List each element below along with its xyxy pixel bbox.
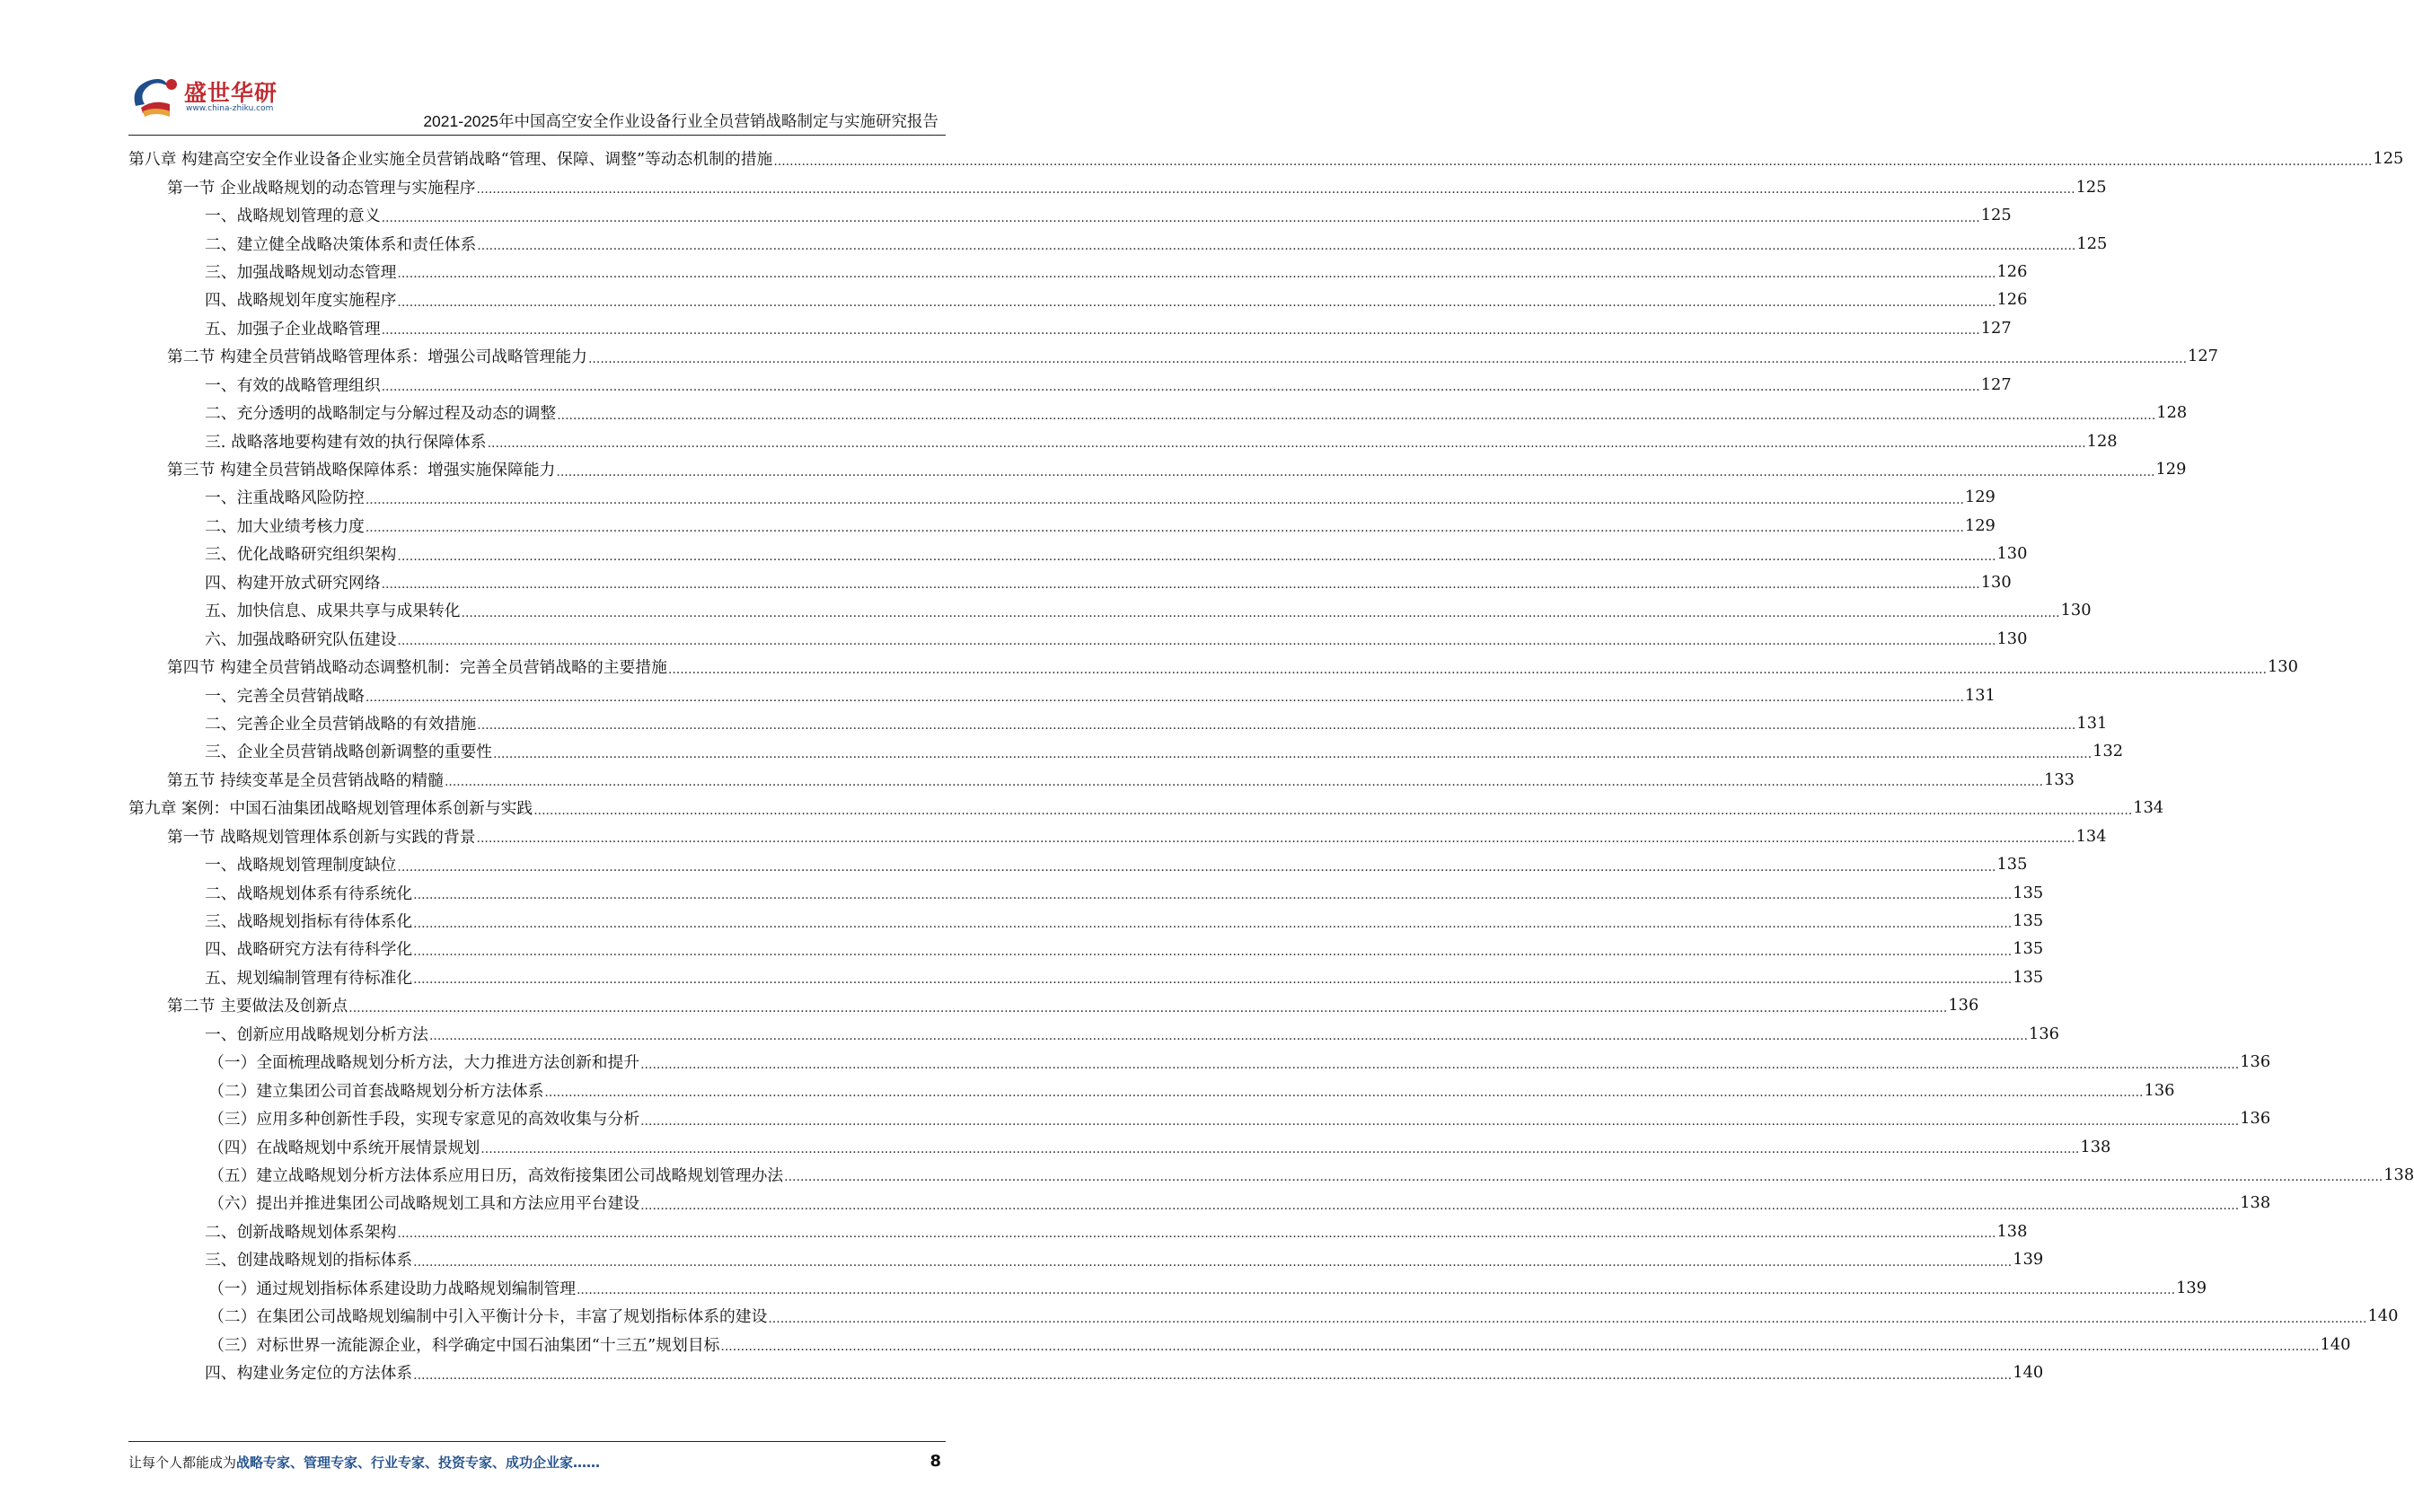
toc-entry-page: 130 [1980,572,2012,592]
toc-leader-dots: ................................................................................................................................................................................................................................................................................................................................................................................................................ [667,662,2267,677]
toc-entry-title: 三. 战略落地要构建有效的执行保障体系 [205,432,487,452]
toc-entry-title: 一、战略规划管理的意义 [205,207,381,226]
toc-entry[interactable] [128,426,2118,454]
toc-entry[interactable] [128,1104,2271,1132]
page-footer [128,1453,941,1474]
report-title: 2021-2025年中国高空安全作业设备行业全员营销战略制定与实施研究报告 [423,112,938,130]
toc-entry-title: （三）对标世界一流能源企业，科学确定中国石油集团“十三五”规划目标 [208,1335,720,1355]
toc-leader-dots: ................................................................................................................................................................................................................................................................................................................................................................................................................ [348,1000,1948,1015]
toc-entry[interactable] [128,850,2028,878]
toc-entry[interactable] [128,1302,2399,1330]
toc-entry-page: 136 [2240,1052,2271,1072]
toc-entry[interactable] [128,794,2164,822]
toc-entry-title: 三、加强战略规划动态管理 [205,262,397,282]
toc-entry-title: 一、完善全员营销战略 [205,686,365,706]
toc-entry-page: 138 [2240,1193,2271,1213]
toc-entry[interactable] [128,342,2218,370]
toc-entry-title: 四、战略规划年度实施程序 [205,291,397,311]
toc-entry[interactable] [128,145,2404,172]
toc-entry-title: 一、战略规划管理制度缺位 [205,856,397,875]
toc-entry-page: 130 [2060,601,2092,620]
toc-entry-page: 125 [2076,233,2108,253]
toc-entry-page: 126 [1996,261,2028,281]
toc-entry-page: 127 [2188,347,2218,366]
toc-leader-dots: ................................................................................................................................................................................................................................................................................................................................................................................................................ [381,577,1980,593]
toc-entry[interactable] [128,907,2044,935]
toc-entry-title: 第九章 案例：中国石油集团战略规划管理体系创新与实践 [128,799,533,819]
toc-leader-dots: ................................................................................................................................................................................................................................................................................................................................................................................................................ [576,1283,2176,1298]
toc-entry-title: （二）建立集团公司首套战略规划分析方法体系 [208,1081,544,1101]
toc-entry-title: 第二节 主要做法及创新点 [167,997,348,1016]
toc-entry[interactable] [128,1245,2044,1273]
toc-entry-page: 139 [2013,1250,2044,1270]
toc-entry-page: 131 [1964,685,1996,705]
toc-entry-title: （四）在战略规划中系统开展情景规划 [208,1138,480,1157]
toc-entry[interactable] [128,172,2107,200]
toc-entry-title: 二、创新战略规划体系架构 [205,1222,397,1242]
toc-entry[interactable] [128,1218,2028,1245]
toc-leader-dots: ................................................................................................................................................................................................................................................................................................................................................................................................................ [397,634,1996,649]
toc-entry[interactable] [128,568,2012,596]
toc-entry[interactable] [128,766,2075,794]
toc-entry[interactable] [128,878,2044,906]
toc-leader-dots: ................................................................................................................................................................................................................................................................................................................................................................................................................ [413,916,2013,931]
toc-entry-page: 135 [2013,939,2044,959]
toc-entry[interactable] [128,991,1979,1019]
toc-entry-title: 一、创新应用战略规划分析方法 [205,1024,428,1044]
logo-url: www.china-zhiku.com [186,104,274,113]
toc-entry[interactable] [128,399,2188,426]
toc-entry-title: 五、加快信息、成果共享与成果转化 [205,602,461,621]
toc-leader-dots: ................................................................................................................................................................................................................................................................................................................................................................................................................ [477,239,2076,254]
toc-entry-title: 第四节 构建全员营销战略动态调整机制：完善全员营销战略的主要措施 [167,658,667,678]
toc-entry-title: 第一节 战略规划管理体系创新与实践的背景 [167,827,476,847]
toc-entry-page: 139 [2176,1278,2207,1297]
toc-entry-title: 四、战略研究方法有待科学化 [205,940,413,960]
toc-entry[interactable] [128,286,2028,313]
toc-leader-dots: ................................................................................................................................................................................................................................................................................................................................................................................................................ [413,944,2013,959]
toc-entry[interactable] [128,1020,2059,1048]
toc-leader-dots: ................................................................................................................................................................................................................................................................................................................................................................................................................ [493,746,2092,761]
toc-leader-dots: ................................................................................................................................................................................................................................................................................................................................................................................................................ [365,690,1964,706]
toc-leader-dots: ................................................................................................................................................................................................................................................................................................................................................................................................................ [768,1311,2367,1326]
toc-entry[interactable] [128,681,1996,708]
toc-entry[interactable] [128,1161,2414,1189]
toc-entry[interactable] [128,314,2012,342]
toc-entry-page: 125 [2373,149,2404,169]
toc-leader-dots: ................................................................................................................................................................................................................................................................................................................................................................................................................ [720,1340,2320,1355]
toc-entry-page: 127 [1980,318,2012,338]
toc-entry-title: （三）应用多种创新性手段，实现专家意见的高效收集与分析 [208,1110,640,1130]
toc-entry[interactable] [128,371,2012,399]
toc-entry[interactable] [128,1076,2175,1103]
page-number: 8 [929,1452,941,1471]
toc-entry-page: 132 [2092,742,2124,761]
toc-leader-dots: ................................................................................................................................................................................................................................................................................................................................................................................................................ [413,1254,2013,1270]
toc-entry-page: 130 [1996,544,2028,564]
toc-leader-dots: ................................................................................................................................................................................................................................................................................................................................................................................................................ [587,351,2188,366]
toc-entry-page: 135 [2013,883,2044,902]
toc-entry-page: 130 [1996,629,2028,648]
toc-entry[interactable] [128,709,2108,737]
toc-entry-title: （六）提出并推进集团公司战略规划工具和方法应用平台建设 [208,1194,640,1214]
toc-leader-dots: ................................................................................................................................................................................................................................................................................................................................................................................................................ [365,521,1964,536]
toc-entry-title: 第二节 构建全员营销战略管理体系：增强公司战略管理能力 [167,347,587,367]
toc-leader-dots: ................................................................................................................................................................................................................................................................................................................................................................................................................ [480,1142,2080,1157]
toc-leader-dots: ................................................................................................................................................................................................................................................................................................................................................................................................................ [381,380,1980,395]
toc-entry-title: （二）在集团公司战略规划编制中引入平衡计分卡，丰富了规划指标体系的建设 [208,1307,768,1327]
toc-entry-title: 四、构建开放式研究网络 [205,573,381,593]
toc-entry-title: 二、建立健全战略决策体系和责任体系 [205,234,477,254]
toc-leader-dots: ................................................................................................................................................................................................................................................................................................................................................................................................................ [784,1170,2383,1185]
toc-entry-title: （一）全面梳理战略规划分析方法，大力推进方法创新和提升 [208,1053,640,1073]
toc-entry[interactable] [128,935,2044,963]
toc-entry[interactable] [128,455,2187,483]
toc-entry-page: 125 [1980,206,2012,225]
toc-entry-title: 第三节 构建全员营销战略保障体系：增强实施保障能力 [167,461,556,480]
toc-entry-page: 134 [2133,798,2164,818]
toc-entry-title: （一）通过规划指标体系建设助力战略规划编制管理 [208,1279,576,1298]
toc-entry[interactable] [128,963,2044,991]
toc-leader-dots: ................................................................................................................................................................................................................................................................................................................................................................................................................ [556,464,2155,479]
toc-entry[interactable] [128,512,1996,540]
footer-divider [128,1441,946,1442]
toc-entry-title: 第八章 构建高空安全作业设备企业实施全员营销战略“管理、保障、调整”等动态机制的措施 [128,150,773,170]
toc-entry[interactable] [128,1132,2111,1160]
toc-leader-dots: ................................................................................................................................................................................................................................................................................................................................................................................................................ [640,1057,2240,1072]
toc-entry-title: 三、创建战略规划的指标体系 [205,1251,413,1270]
toc-entry[interactable] [128,540,2028,567]
toc-entry-title: 一、注重战略风险防控 [205,488,365,508]
toc-entry-page: 128 [2086,431,2118,451]
toc-entry[interactable] [128,1189,2271,1217]
toc-entry-page: 126 [1996,290,2028,310]
toc-leader-dots: ................................................................................................................................................................................................................................................................................................................................................................................................................ [397,267,1996,282]
toc-entry-page: 130 [2267,657,2298,677]
toc-leader-dots: ................................................................................................................................................................................................................................................................................................................................................................................................................ [397,294,1996,310]
toc-entry-title: 五、加强子企业战略管理 [205,319,381,338]
toc-entry[interactable] [128,229,2108,257]
toc-entry[interactable] [128,653,2298,681]
toc-entry[interactable] [128,1330,2351,1358]
table-of-contents [128,145,2414,1386]
toc-entry-title: （五）建立战略规划分析方法体系应用日历，高效衔接集团公司战略规划管理办法 [208,1165,784,1185]
toc-leader-dots: ................................................................................................................................................................................................................................................................................................................................................................................................................ [413,1367,2013,1383]
toc-leader-dots: ................................................................................................................................................................................................................................................................................................................................................................................................................ [397,549,1996,564]
toc-entry-page: 136 [2144,1080,2175,1100]
toc-entry-title: 二、充分透明的战略制定与分解过程及动态的调整 [205,404,557,424]
footer-slogan-prefix: 让每个人都能成为 [128,1455,237,1471]
toc-leader-dots: ................................................................................................................................................................................................................................................................................................................................................................................................................ [365,492,1964,507]
toc-entry[interactable] [128,737,2124,765]
toc-entry-page: 135 [2013,911,2044,931]
toc-entry[interactable] [128,258,2028,286]
toc-entry-page: 138 [2080,1137,2111,1156]
toc-entry-page: 136 [2029,1024,2059,1043]
toc-leader-dots: ................................................................................................................................................................................................................................................................................................................................................................................................................ [533,803,2133,818]
toc-leader-dots: ................................................................................................................................................................................................................................................................................................................................................................................................................ [476,182,2075,198]
logo-text: 盛世华研 [184,80,278,106]
toc-entry-title: 三、优化战略研究组织架构 [205,545,397,565]
toc-entry-page: 136 [1948,996,1979,1015]
toc-entry[interactable] [128,1358,2044,1386]
toc-entry-page: 127 [1980,374,2012,394]
toc-leader-dots: ................................................................................................................................................................................................................................................................................................................................................................................................................ [413,888,2013,903]
toc-entry-title: 二、加大业绩考核力度 [205,516,365,536]
toc-entry-page: 133 [2044,769,2075,789]
toc-leader-dots: ................................................................................................................................................................................................................................................................................................................................................................................................................ [477,718,2076,734]
toc-entry-title: 六、加强战略研究队伍建设 [205,629,397,649]
toc-entry[interactable] [128,624,2028,652]
toc-entry-page: 125 [2075,177,2107,197]
toc-entry-title: 三、企业全员营销战略创新调整的重要性 [205,743,493,762]
toc-entry[interactable] [128,1274,2207,1302]
toc-entry-title: 第五节 持续变革是全员营销战略的精髓 [167,770,444,790]
company-logo [128,72,290,126]
toc-entry-page: 140 [2367,1306,2399,1326]
toc-leader-dots: ................................................................................................................................................................................................................................................................................................................................................................................................................ [428,1029,2029,1044]
toc-entry-page: 135 [1996,855,2028,875]
toc-entry-page: 128 [2156,403,2188,423]
toc-leader-dots: ................................................................................................................................................................................................................................................................................................................................................................................................................ [487,436,2086,452]
toc-leader-dots: ................................................................................................................................................................................................................................................................................................................................................................................................................ [476,831,2075,847]
toc-entry-page: 135 [2013,967,2044,987]
toc-entry-title: 二、战略规划体系有待系统化 [205,883,413,903]
toc-entry-page: 129 [1964,488,1996,507]
toc-leader-dots: ................................................................................................................................................................................................................................................................................................................................................................................................................ [397,1226,1996,1242]
toc-entry-page: 138 [1996,1221,2028,1241]
toc-leader-dots: ................................................................................................................................................................................................................................................................................................................................................................................................................ [381,323,1980,338]
toc-leader-dots: ................................................................................................................................................................................................................................................................................................................................................................................................................ [640,1113,2240,1129]
toc-entry-title: 四、构建业务定位的方法体系 [205,1364,413,1384]
toc-leader-dots: ................................................................................................................................................................................................................................................................................................................................................................................................................ [381,210,1980,225]
toc-entry-page: 140 [2320,1334,2351,1354]
toc-entry-page: 136 [2240,1109,2271,1129]
toc-entry-page: 129 [1964,515,1996,535]
toc-entry[interactable] [128,822,2107,850]
page-header [128,72,946,135]
toc-entry-page: 131 [2076,713,2108,733]
toc-entry-page: 140 [2013,1363,2044,1383]
toc-leader-dots: ................................................................................................................................................................................................................................................................................................................................................................................................................ [773,154,2373,169]
toc-entry-page: 138 [2383,1165,2414,1184]
toc-entry-title: 三、战略规划指标有待体系化 [205,912,413,932]
toc-entry-title: 二、完善企业全员营销战略的有效措施 [205,714,477,734]
toc-leader-dots: ................................................................................................................................................................................................................................................................................................................................................................................................................ [397,859,1996,875]
logo-emblem-icon [128,72,184,122]
toc-entry[interactable] [128,201,2012,229]
toc-leader-dots: ................................................................................................................................................................................................................................................................................................................................................................................................................ [461,605,2060,620]
header-divider [128,135,946,136]
toc-entry-page: 134 [2075,826,2107,846]
toc-entry[interactable] [128,596,2092,624]
toc-entry-page: 129 [2155,460,2187,479]
toc-leader-dots: ................................................................................................................................................................................................................................................................................................................................................................................................................ [413,972,2013,988]
toc-leader-dots: ................................................................................................................................................................................................................................................................................................................................................................................................................ [557,408,2156,423]
toc-entry[interactable] [128,1048,2271,1076]
toc-entry-title: 第一节 企业战略规划的动态管理与实施程序 [167,178,476,198]
toc-entry-title: 五、规划编制管理有待标准化 [205,968,413,988]
toc-entry[interactable] [128,483,1996,511]
toc-leader-dots: ................................................................................................................................................................................................................................................................................................................................................................................................................ [544,1086,2144,1101]
toc-leader-dots: ................................................................................................................................................................................................................................................................................................................................................................................................................ [640,1198,2240,1213]
footer-slogan-highlight: 战略专家、管理专家、行业专家、投资专家、成功企业家…… [236,1455,601,1471]
toc-entry-title: 一、有效的战略管理组织 [205,375,381,395]
toc-leader-dots: ................................................................................................................................................................................................................................................................................................................................................................................................................ [444,775,2044,790]
